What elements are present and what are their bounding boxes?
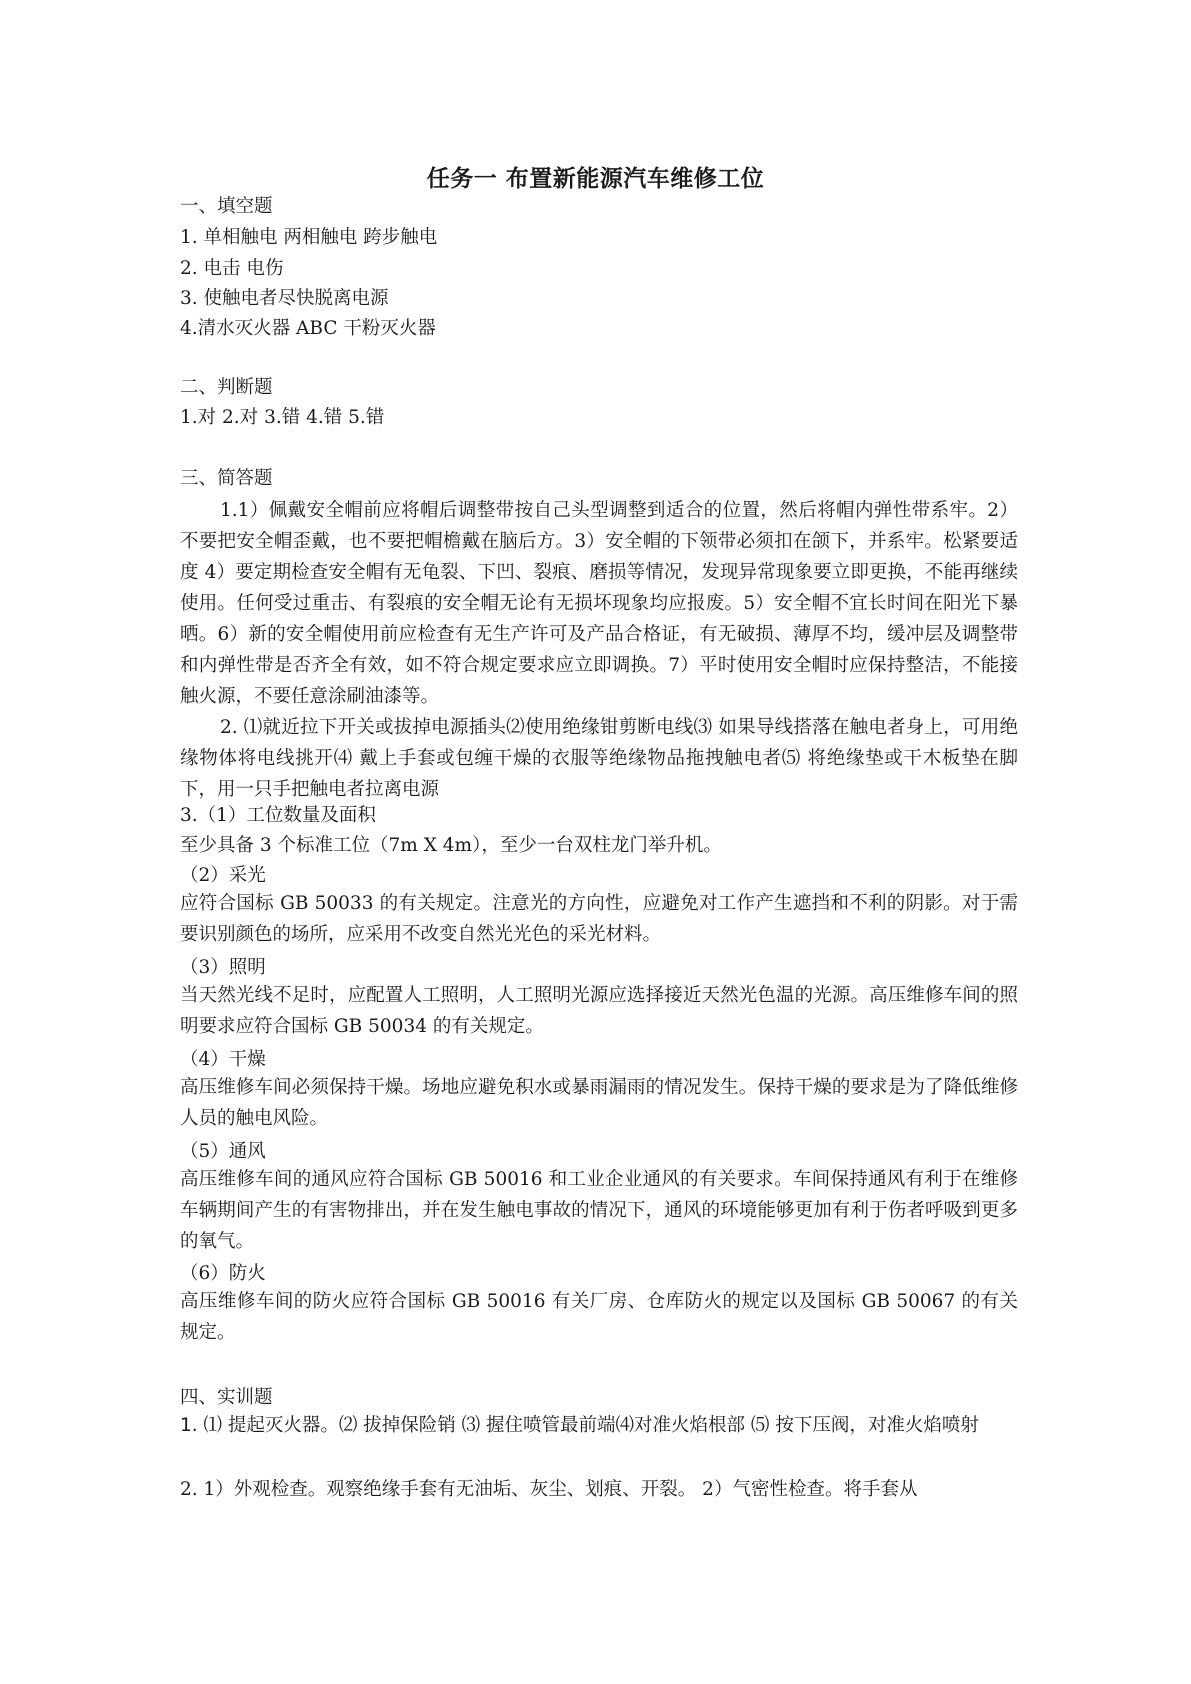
answer-line-true-false: 1.对 2.对 3.错 4.错 5.错 — [180, 407, 385, 428]
short-answer-2: 2. ⑴就近拉下开关或拔掉电源插头⑵使用绝缘钳剪断电线⑶ 如果导线搭落在触电者身上，可用绝缘物体将电线挑开⑷ 戴上手套或包缠干燥的衣服等绝缘物品拖拽触电者⑸ 将绝缘垫或干木板垫在脚下，用一只手把触电者拉离电源 — [180, 717, 1018, 800]
section-heading-true-false: 二、判断题 — [180, 377, 273, 398]
short-answer-3-heading: 3.（1）工位数量及面积 — [180, 805, 376, 826]
short-answer-1: 1.1）佩戴安全帽前应将帽后调整带按自己头型调整到适合的位置，然后将帽内弹性带系牢。2）不要把安全帽歪戴，也不要把帽檐戴在脑后方。3）安全帽的下领带必须扣在颌下，并系牢。松紧要适度 4）要定期检查安全帽有无龟裂、下凹、裂痕、磨损等情况，发现异常现象要立即更换，不能再继续使用。任何受过重击、有裂痕的安全帽无论有无损坏现象均应报废。5）安全帽不宜长时间在阳光下暴晒。6）新的安全帽使用前应检查有无生产许可及产品合格证，有无破损、薄厚不均，缓冲层及调整带和内弹性带是否齐全有效，如不符合规定要求应立即调换。7）平时使用安全帽时应保持整洁，不能接触火源，不要任意涂刷油漆等。 — [180, 500, 1018, 707]
short-answer-3-text: 至少具备 3 个标准工位（7m X 4m），至少一台双柱龙门举升机。 — [180, 835, 722, 856]
section-heading-practical: 四、实训题 — [180, 1387, 273, 1408]
paragraph-fire: 高压维修车间的防火应符合国标 GB 50016 有关厂房、仓库防火的规定以及国标 GB 50067 的有关规定。 — [180, 1291, 1018, 1343]
subheading-ventilation: （5）通风 — [180, 1141, 266, 1162]
subheading-illumination: （3）照明 — [180, 957, 266, 978]
answer-line-2: 2. 电击 电伤 — [180, 258, 284, 279]
page-title: 任务一 布置新能源汽车维修工位 — [426, 166, 765, 192]
answer-line-1: 1. 单相触电 两相触电 跨步触电 — [180, 227, 438, 248]
paragraph-dry: 高压维修车间必须保持干燥。场地应避免积水或暴雨漏雨的情况发生。保持干燥的要求是为了降低维修人员的触电风险。 — [180, 1077, 1018, 1129]
practical-answer-2: 2. 1）外观检查。观察绝缘手套有无油垢、灰尘、划痕、开裂。 2）气密性检查。将手套从 — [180, 1479, 918, 1500]
subheading-dry: （4）干燥 — [180, 1049, 266, 1070]
subheading-fire: （6）防火 — [180, 1263, 266, 1284]
answer-line-3: 3. 使触电者尽快脱离电源 — [180, 288, 389, 309]
paragraph-lighting: 应符合国标 GB 50033 的有关规定。注意光的方向性，应避免对工作产生遮挡和不利的阴影。对于需要识别颜色的场所，应采用不改变自然光光色的采光材料。 — [180, 893, 1018, 945]
section-heading-fill-blank: 一、填空题 — [180, 196, 273, 217]
paragraph-illumination: 当天然光线不足时，应配置人工照明，人工照明光源应选择接近天然光色温的光源。高压维修车间的照明要求应符合国标 GB 50034 的有关规定。 — [180, 985, 1018, 1037]
section-heading-short-answer: 三、简答题 — [180, 468, 273, 489]
answer-line-4: 4.清水灭火器 ABC 干粉灭火器 — [180, 318, 436, 339]
practical-answer-1: 1. ⑴ 提起灭火器。⑵ 拔掉保险销 ⑶ 握住喷管最前端⑷对准火焰根部 ⑸ 按下压阀，对准火焰喷射 — [180, 1415, 979, 1436]
paragraph-ventilation: 高压维修车间的通风应符合国标 GB 50016 和工业企业通风的有关要求。车间保持通风有利于在维修车辆期间产生的有害物排出，并在发生触电事故的情况下，通风的环境能够更加有利于伤者呼吸到更多的氧气。 — [180, 1169, 1018, 1252]
subheading-lighting: （2）采光 — [180, 865, 266, 886]
